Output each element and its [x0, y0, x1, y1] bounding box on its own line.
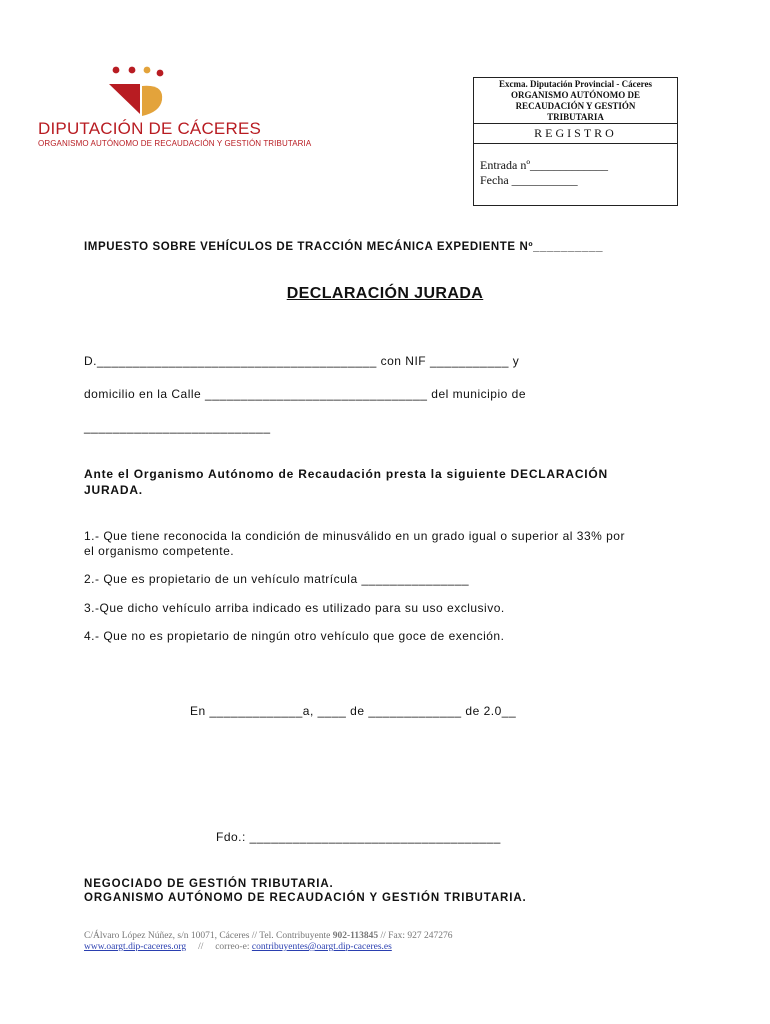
footer-phone: 902-113845: [332, 931, 379, 941]
declaration-intro-line1: Ante el Organismo Autónomo de Recaudación presta la siguiente DECLARACIÓN: [84, 467, 609, 481]
registro-heading-line3: RECAUDACIÓN Y GESTIÓN: [515, 101, 636, 111]
negociado-line2: ORGANISMO AUTÓNOMO DE RECAUDACIÓN Y GESTIÓN TRIBUTARIA.: [84, 892, 527, 904]
footer-web-link[interactable]: www.oargt.dip-caceres.org: [84, 942, 187, 952]
footer-fax: // Fax: 927 247276: [378, 931, 453, 941]
municipio-field[interactable]: __________________________: [84, 420, 271, 434]
logo-subtitle: ORGANISMO AUTÓNOMO DE RECAUDACIÓN Y GESTIÓN TRIBUTARIA: [38, 139, 312, 148]
diputacion-logo: [36, 64, 256, 164]
logo-dot-1: [113, 67, 120, 74]
logo-dot-4: [157, 70, 164, 77]
logo-gold-shape: [142, 86, 162, 116]
footer-address-text: C/Álvaro López Núñez, s/n 10071, Cáceres // Tel. Contribuyente: [84, 931, 333, 941]
declaration-item-4: 4.- Que no es propietario de ningún otro vehículo que goce de exención.: [84, 629, 505, 643]
footer-email-link[interactable]: contribuyentes@oargt.dip-caceres.es: [251, 942, 392, 952]
declaration-item-1-cont: el organismo competente.: [84, 544, 235, 558]
nombre-nif-field[interactable]: D._______________________________________ con NIF ___________ y: [84, 354, 520, 368]
registro-divider: [473, 143, 678, 144]
logo-dot-3: [144, 67, 151, 74]
impuesto-expediente-line: IMPUESTO SOBRE VEHÍCULOS DE TRACCIÓN MECÁNICA EXPEDIENTE Nº__________: [84, 241, 604, 253]
footer-links: [84, 942, 392, 952]
firma-field[interactable]: Fdo.: ___________________________________: [216, 830, 501, 844]
registro-entrada-field[interactable]: Entrada nº_____________: [480, 158, 609, 172]
logo-red-shape: [109, 84, 140, 114]
registro-divider: [473, 123, 678, 124]
declaration-item-3: 3.-Que dicho vehículo arriba indicado es utilizado para su uso exclusivo.: [84, 601, 505, 615]
logo-title: DIPUTACIÓN DE CÁCERES: [38, 119, 262, 138]
negociado-line1: NEGOCIADO DE GESTIÓN TRIBUTARIA.: [84, 878, 334, 890]
page-title: DECLARACIÓN JURADA: [286, 285, 484, 302]
logo-dot-2: [129, 67, 136, 74]
footer-address: [84, 931, 453, 941]
registro-fecha-field[interactable]: Fecha ___________: [480, 173, 578, 187]
registro-heading: [473, 79, 678, 123]
lugar-fecha-field[interactable]: En _____________a, ____ de _____________ de 2.0__: [190, 704, 517, 718]
declaration-item-1: 1.- Que tiene reconocida la condición de minusválido en un grado igual o superior al 33% por: [84, 529, 625, 543]
declaration-item-2[interactable]: 2.- Que es propietario de un vehículo matrícula _______________: [84, 572, 470, 586]
registro-heading-line2: ORGANISMO AUTÓNOMO DE: [510, 90, 640, 100]
registro-heading-line4: TRIBUTARIA: [547, 112, 604, 122]
declaration-intro-line2: JURADA.: [84, 483, 143, 497]
domicilio-field[interactable]: domicilio en la Calle _______________________________ del municipio de: [84, 387, 526, 401]
registro-heading-line1: Excma. Diputación Provincial - Cáceres: [499, 79, 652, 89]
registro-label: REGISTRO: [534, 126, 617, 140]
footer-mail-prefix: // correo-e:: [186, 942, 252, 952]
